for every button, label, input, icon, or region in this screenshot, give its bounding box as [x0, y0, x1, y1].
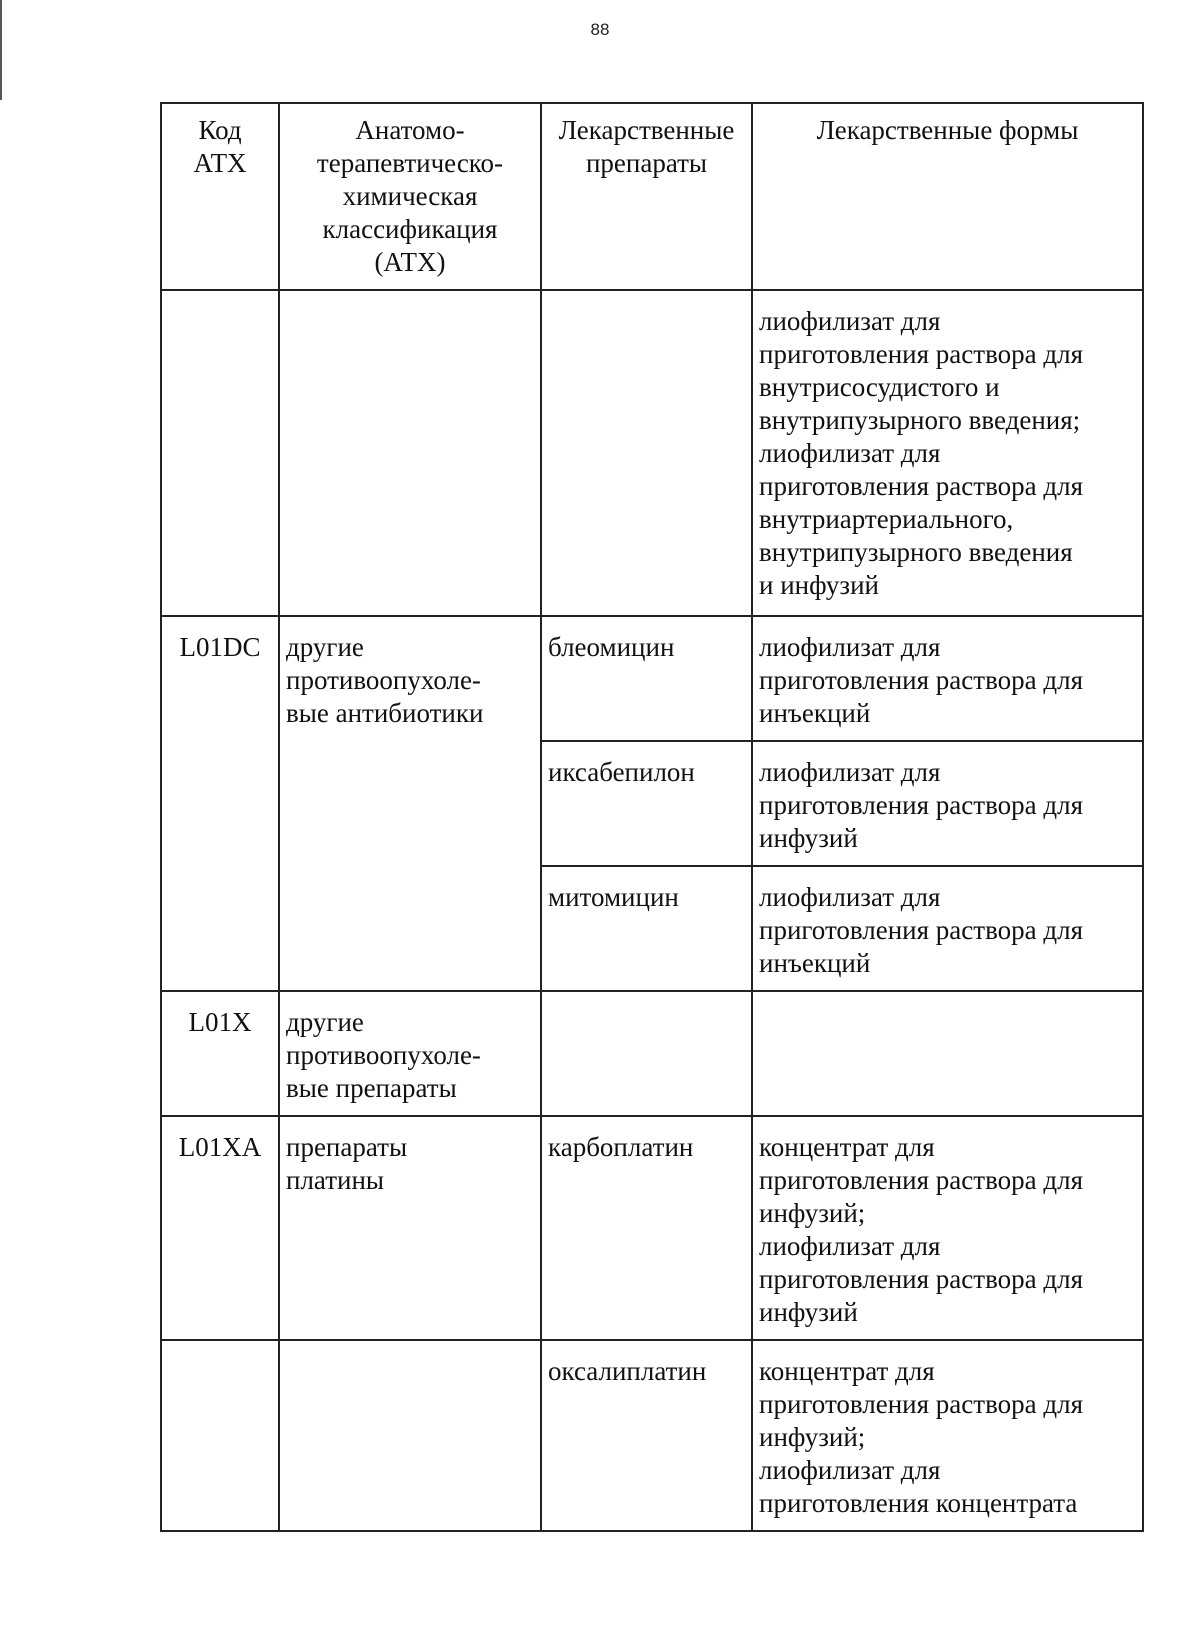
cell-forms: концентрат для приготовления раствора для инфузий; лиофилизат для приготовления раствора для инфузий	[752, 1116, 1143, 1340]
scan-edge-mark	[0, 0, 2, 100]
cell-classification: препараты платины	[279, 1116, 541, 1340]
cell-forms: лиофилизат для приготовления раствора для инъекций	[752, 866, 1143, 991]
cell-drug: карбоплатин	[541, 1116, 752, 1340]
cell-forms: лиофилизат для приготовления раствора для инфузий	[752, 741, 1143, 866]
page-number: 88	[590, 20, 610, 39]
table-row	[161, 991, 1143, 1116]
table-row	[161, 616, 1143, 741]
cell-drug: митомицин	[541, 866, 752, 991]
table-row	[161, 290, 1143, 616]
cell-code	[161, 290, 279, 616]
table-row	[161, 1340, 1143, 1531]
cell-drug	[541, 290, 752, 616]
cell-code	[161, 1340, 279, 1531]
cell-code: L01DC	[161, 616, 279, 991]
cell-drug	[541, 991, 752, 1116]
header-classification: Анатомо- терапевтическо- химическая классификация (АТХ)	[279, 103, 541, 290]
cell-drug: иксабепилон	[541, 741, 752, 866]
cell-classification	[279, 290, 541, 616]
cell-forms	[752, 991, 1143, 1116]
cell-forms: концентрат для приготовления раствора для инфузий; лиофилизат для приготовления концентрата	[752, 1340, 1143, 1531]
cell-forms: лиофилизат для приготовления раствора для инъекций	[752, 616, 1143, 741]
atc-table	[160, 102, 1144, 1532]
table-row	[161, 1116, 1143, 1340]
cell-drug: оксалиплатин	[541, 1340, 752, 1531]
header-forms: Лекарственные формы	[752, 103, 1143, 290]
table-header-row	[161, 103, 1143, 290]
header-code: Код АТХ	[161, 103, 279, 290]
cell-classification: другие противоопухоле- вые антибиотики	[279, 616, 541, 991]
cell-forms: лиофилизат для приготовления раствора для внутрисосудистого и внутрипузырного введения; лиофилизат для приготовления раствора для внутриартериального, внутрипузырного введения и инфузий	[752, 290, 1143, 616]
header-drugs: Лекарственные препараты	[541, 103, 752, 290]
cell-code: L01X	[161, 991, 279, 1116]
cell-drug: блеомицин	[541, 616, 752, 741]
cell-classification: другие противоопухоле- вые препараты	[279, 991, 541, 1116]
cell-classification	[279, 1340, 541, 1531]
cell-code: L01XA	[161, 1116, 279, 1340]
